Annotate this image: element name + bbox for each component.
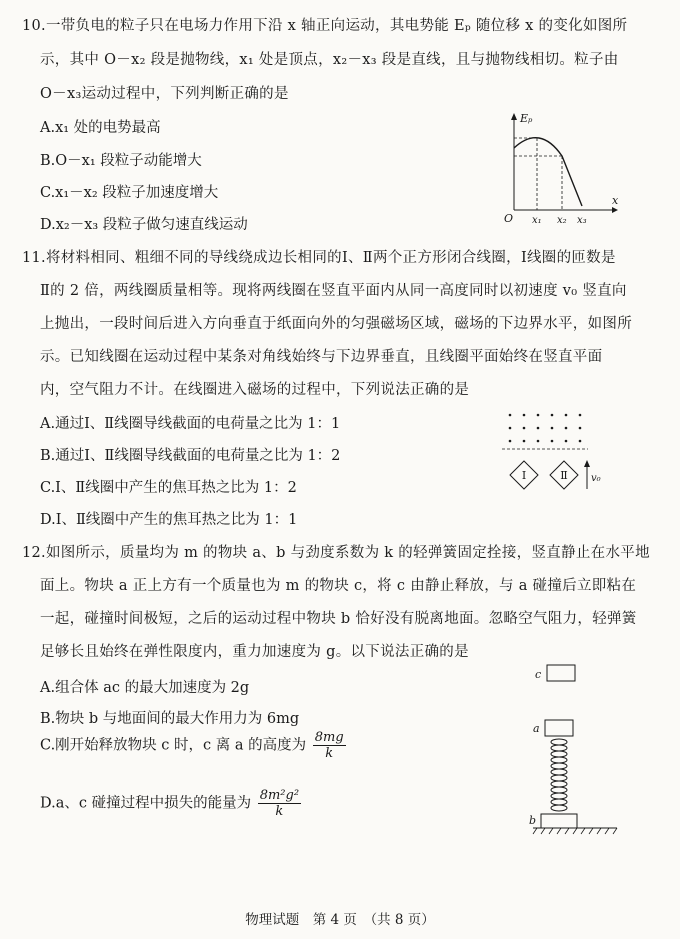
- q12-option-b: B.物块 b 与地面间的最大作用力为 6mg: [40, 711, 300, 727]
- q12-option-d-fraction: [258, 788, 301, 819]
- block-c-label: c: [535, 668, 542, 681]
- q10-stem-line-2: 示，其中 O－x₂ 段是抛物线，x₁ 处是顶点，x₂－x₃ 段是直线，且与抛物线相切。粒子由: [40, 52, 619, 68]
- q12-option-c-text: C.刚开始释放物块 c 时，c 离 a 的高度为: [40, 737, 307, 754]
- q12-stem-line-2: 面上。物块 a 正上方有一个质量也为 m 的物块 c，将 c 由静止释放，与 a 碰撞后立即粘在: [40, 578, 637, 594]
- q12-spring-block-figure: [525, 662, 625, 842]
- q10-option-a: A.x₁ 处的电势最高: [40, 120, 161, 136]
- q11-magnetic-field-figure: [500, 405, 610, 505]
- graph-x-label: x: [612, 194, 619, 207]
- q12-option-d-numerator: 8m²g²: [259, 788, 300, 803]
- q12-stem-line-4: 足够长且始终在弹性限度内，重力加速度为 g。以下说法正确的是: [40, 644, 469, 660]
- q10-stem-line-1: 10.一带负电的粒子只在电场力作用下沿 x 轴正向运动，其电势能 Eₚ 随位移 x 的变化如图所: [22, 18, 628, 34]
- q11-stem-line-4: 示。已知线圈在运动过程中某条对角线始终与下边界垂直，且线圈平面始终在竖直平面: [40, 349, 603, 365]
- q11-option-d: D.Ⅰ、Ⅱ线圈中产生的焦耳热之比为 1：1: [40, 512, 298, 528]
- coil-2-label: Ⅱ: [560, 469, 568, 482]
- q12-option-d-denominator: k: [275, 804, 284, 819]
- q12-stem-line-3: 一起，碰撞时间极短，之后的运动过程中物块 b 恰好没有脱离地面。忽略空气阻力，轻弹簧: [40, 611, 637, 627]
- q11-stem-line-5: 内，空气阻力不计。在线圈进入磁场的过程中，下列说法正确的是: [40, 382, 470, 398]
- q12-option-c: [40, 730, 348, 761]
- block-b-label: b: [529, 814, 537, 827]
- q11-option-b: B.通过Ⅰ、Ⅱ线圈导线截面的电荷量之比为 1：2: [40, 448, 341, 464]
- q12-stem-line-1: 12.如图所示，质量均为 m 的物块 a、b 与劲度系数为 k 的轻弹簧固定拴接，竖直静止在水平地: [22, 545, 650, 561]
- block-a-label: a: [533, 722, 540, 735]
- q10-option-b: B.O－x₁ 段粒子动能增大: [40, 153, 202, 169]
- q10-ep-graph: [500, 110, 620, 230]
- graph-tick-x2: x₂: [557, 215, 567, 226]
- q11-stem-line-1: 11.将材料相同、粗细不同的导线绕成边长相同的Ⅰ、Ⅱ两个正方形闭合线圈，Ⅰ线圈的匝数是: [22, 250, 616, 266]
- spring: [551, 739, 567, 811]
- q10-option-c: C.x₁－x₂ 段粒子加速度增大: [40, 185, 219, 201]
- q11-stem-line-2: Ⅱ的 2 倍，两线圈质量相等。现将两线圈在竖直平面内从同一高度同时以初速度 v₀ 竖直向: [40, 283, 627, 299]
- q11-stem-line-3: 上抛出，一段时间后进入方向垂直于纸面向外的匀强磁场区域，磁场的下边界水平，如图所: [40, 316, 632, 332]
- velocity-label: v₀: [591, 473, 601, 484]
- q10-stem-line-3: O－x₃运动过程中，下列判断正确的是: [40, 86, 289, 102]
- q12-option-c-numerator: 8mg: [314, 730, 344, 745]
- q10-option-d: D.x₂－x₃ 段粒子做匀速直线运动: [40, 217, 248, 233]
- ground-hatching: [533, 828, 617, 834]
- coil-1-label: Ⅰ: [521, 469, 527, 482]
- graph-y-label: Eₚ: [520, 112, 533, 125]
- page-footer: 物理试题 第 4 页 （共 8 页）: [245, 912, 435, 928]
- q12-option-d: [40, 788, 303, 819]
- block-b: [541, 814, 577, 828]
- q11-option-c: C.Ⅰ、Ⅱ线圈中产生的焦耳热之比为 1：2: [40, 480, 297, 496]
- q12-option-a: A.组合体 ac 的最大加速度为 2g: [40, 680, 250, 696]
- q11-option-a: A.通过Ⅰ、Ⅱ线圈导线截面的电荷量之比为 1：1: [40, 416, 341, 432]
- q12-option-d-text: D.a、c 碰撞过程中损失的能量为: [40, 795, 252, 812]
- q12-option-c-fraction: [313, 730, 346, 761]
- q12-option-c-denominator: k: [325, 746, 334, 761]
- block-c: [547, 665, 575, 681]
- magnetic-field-dots: [509, 414, 582, 443]
- graph-tick-x3: x₃: [577, 215, 587, 226]
- block-a: [545, 720, 573, 736]
- graph-origin-label: O: [504, 212, 514, 225]
- graph-tick-x1: x₁: [532, 215, 542, 226]
